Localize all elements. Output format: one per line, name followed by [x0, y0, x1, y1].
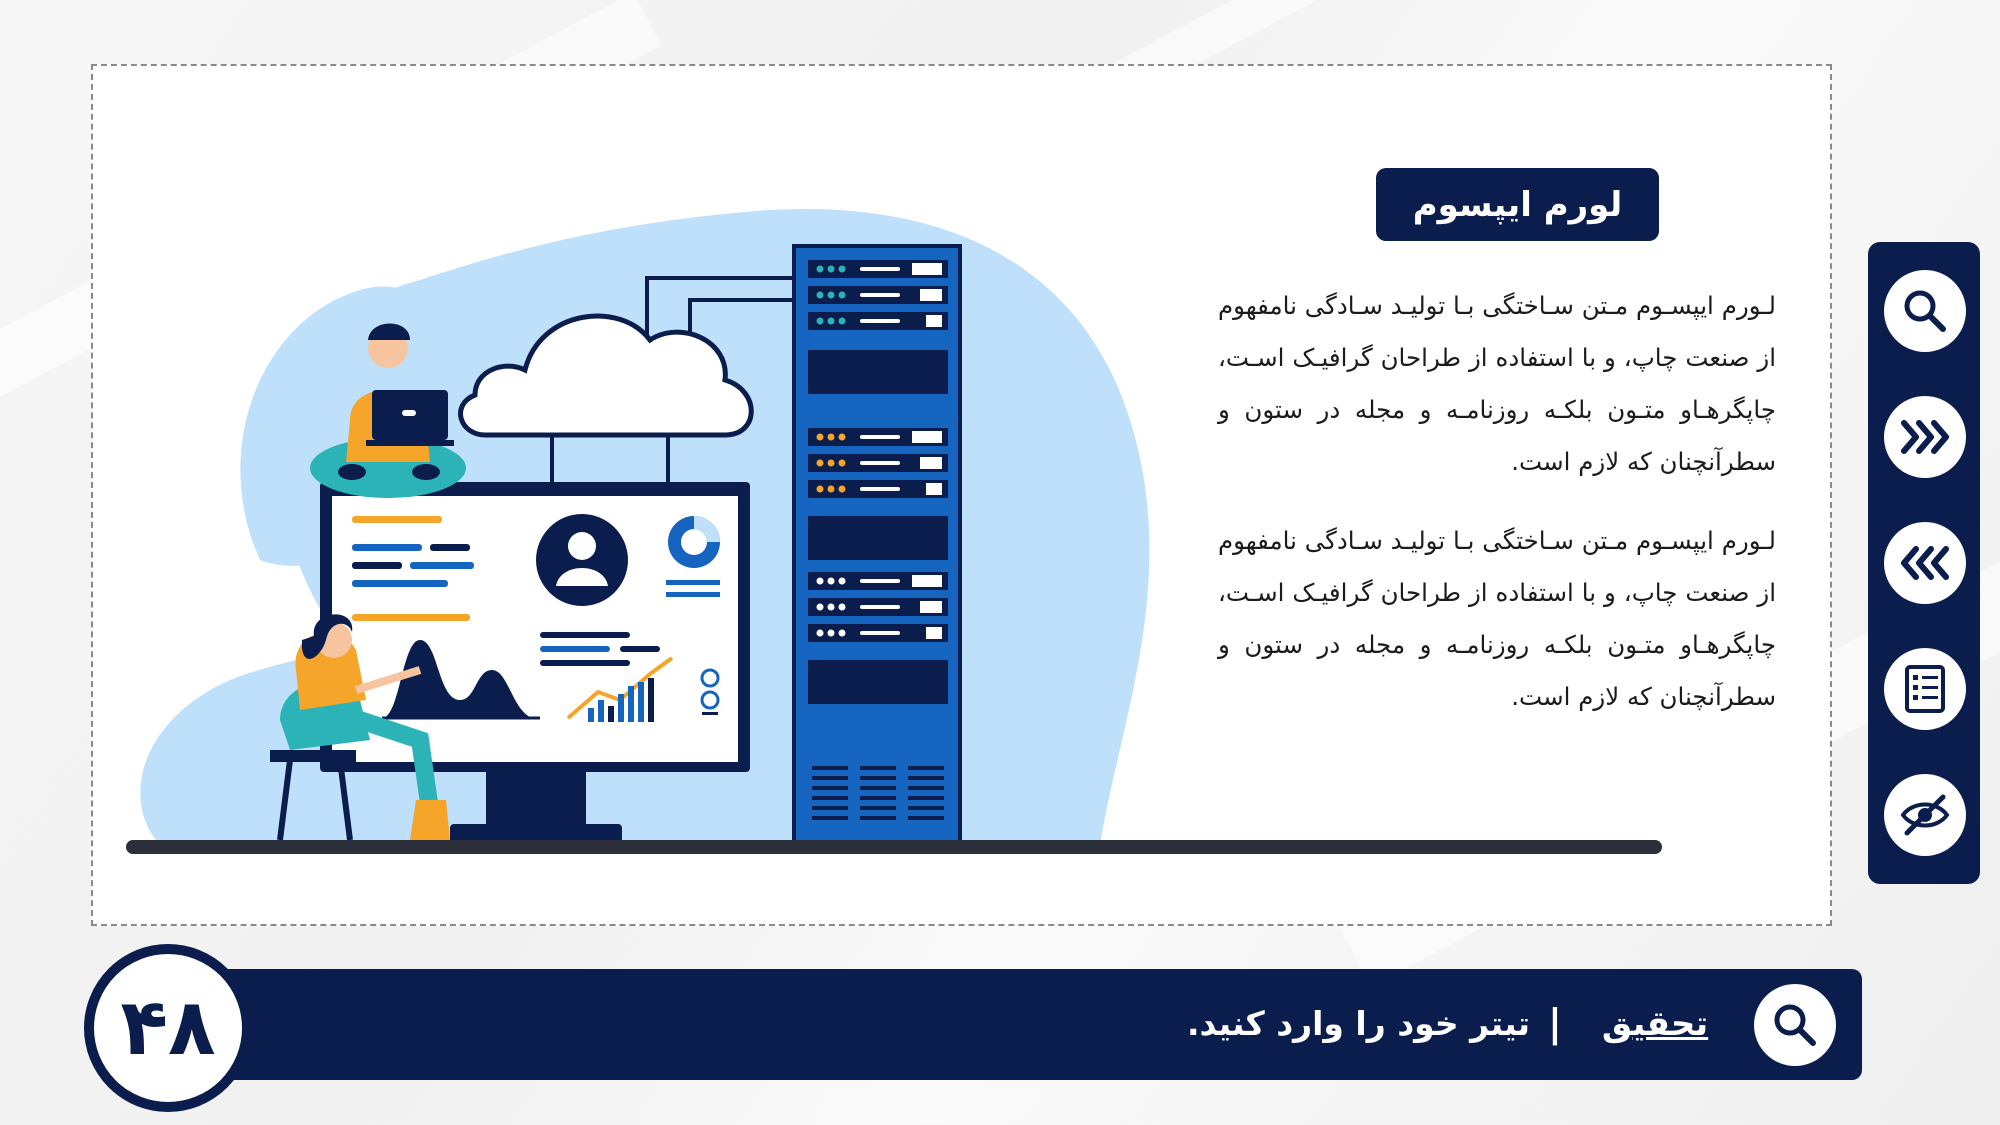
- checklist-icon: [1903, 663, 1947, 715]
- chevrons-left-icon: [1898, 543, 1952, 583]
- footer-separator: |: [1548, 1001, 1562, 1045]
- checklist-button[interactable]: [1884, 648, 1966, 730]
- hide-button[interactable]: [1884, 774, 1966, 856]
- search-icon: [1770, 1000, 1820, 1050]
- footer-title: تیتر خود را وارد کنید.: [1186, 1004, 1530, 1043]
- search-button[interactable]: [1884, 270, 1966, 352]
- page-number-badge: ۴۸: [84, 944, 252, 1112]
- body-paragraph-1: لـورم ایپسـوم مـتن سـاختگی بـا تولیـد سـادگی نامفهوم از صنعت چاپ، و با استفاده از طراحان گرافیـک اسـت، چاپگرهـاو متـون بلکـه روزنامـه و مجله در ستون و سطرآنچنان که لازم است.: [1218, 291, 1776, 476]
- footer-link-research[interactable]: تحقیق: [1601, 1004, 1709, 1044]
- previous-button[interactable]: [1884, 522, 1966, 604]
- next-button[interactable]: [1884, 396, 1966, 478]
- footer-search-button[interactable]: [1754, 984, 1836, 1066]
- eye-off-icon: [1899, 793, 1951, 837]
- search-icon: [1900, 286, 1950, 336]
- section-title: لورم ایپسوم: [1376, 168, 1659, 241]
- chevrons-right-icon: [1898, 417, 1952, 457]
- body-paragraph-2: لـورم ایپسـوم مـتن سـاختگی بـا تولیـد سـادگی نامفهوم از صنعت چاپ، و با استفاده از طراحان گرافیـک اسـت، چاپگرهـاو متـون بلکـه روزنامـه و مجله در ستون و سطرآنچنان که لازم است.: [1218, 526, 1776, 711]
